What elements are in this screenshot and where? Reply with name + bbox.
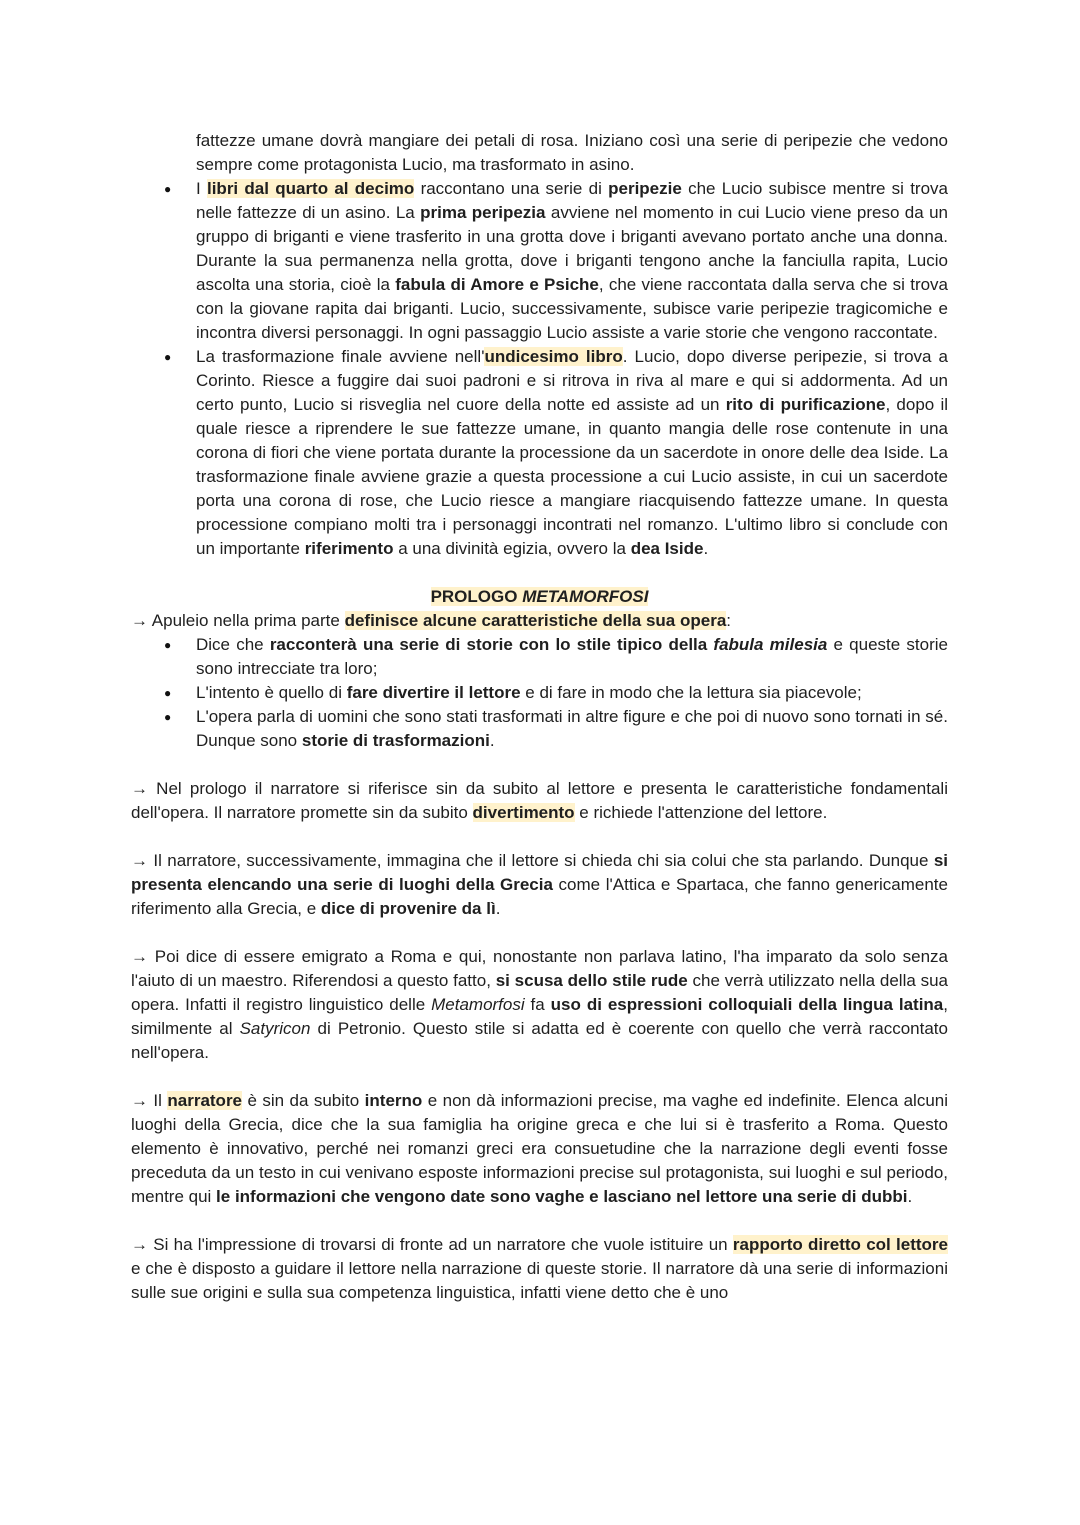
paragraph-narrator-presents: → Il narratore, successivamente, immagina che il lettore si chieda chi sia colui che sta parlando. Dunque si presenta elencando una serie di luoghi della Grecia come l'Attica e Spartaca, che fanno genericamente riferimento alla Grecia, e dice di provenire da lì. — [131, 851, 948, 918]
books-bullet-list — [131, 177, 948, 561]
prologue-bullet-list — [131, 633, 948, 753]
bullet-final-transformation: ● La trasformazione finale avviene nell'undicesimo libro. Lucio, dopo diverse peripezie, si trova a Corinto. Riesce a fuggire dai suoi padroni e si ritrova in riva al mare e qui si addormenta. Ad un certo punto, Lucio si risveglia nel cuore della notte ed assiste ad un rito di purificazione, dopo il quale riesce a riprendere le sue fattezze umane, in quanto mangia delle rose contenute in una corona di fiori che viene portata durante la processione da un sacerdote in onore delle dea Iside. La trasformazione finale avviene grazie a questa processione a cui Lucio assiste, in cui un sacerdote porta una corona di rose, che Lucio riesce a mangiare riacquisendo fattezze umane. In questa processione compiano molti tra i personaggi incontrati nel romanzo. L'ultimo libro si conclude con un importante riferimento a una divinità egizia, ovvero la dea Iside. — [131, 345, 948, 561]
highlight-rapporto-diretto: rapporto diretto col lettore — [732, 1235, 948, 1254]
prologue-bullet-1: ● Dice che racconterà una serie di storie con lo stile tipico della fabula milesia e queste storie sono intrecciate tra loro; — [131, 633, 948, 681]
paragraph-prologue-reader: → Nel prologo il narratore si riferisce sin da subito al lettore e presenta le caratteristiche fondamentali dell'opera. Il narratore promette sin da subito divertimento e richiede l'attenzione del lettore. — [131, 779, 948, 822]
prologue-bullet-2: ● L'intento è quello di fare divertire il lettore e di fare in modo che la lettura sia piacevole; — [131, 681, 948, 705]
highlight-divertimento: divertimento — [472, 803, 575, 822]
highlight-eleventh-book: undicesimo libro — [484, 347, 623, 366]
highlight-definisce: definisce alcune caratteristiche della sua opera — [344, 611, 727, 630]
intro-continued-paragraph: fattezze umane dovrà mangiare dei petali di rosa. Iniziano così una serie di peripezie che vedono sempre come protagonista Lucio, ma trasformato in asino. — [196, 131, 948, 174]
bullet-books-four-to-ten: ● I libri dal quarto al decimo raccontano una serie di peripezie che Lucio subisce mentre si trova nelle fattezze di un asino. La prima peripezia avviene nel momento in cui Lucio viene preso da un gruppo di briganti e viene trasferito in una grotta dove i briganti avevano portato anche una donna. Durante la sua permanenza nella grotta, dove i briganti tengono anche la fanciulla rapita, Lucio ascolta una storia, cioè la fabula di Amore e Psiche, che viene raccontata dalla serva che si trova con la giovane rapita dai briganti. Lucio, successivamente, subisce varie peripezie tragicomiche e incontra diversi personaggi. In ogni passaggio Lucio assiste a varie storie che vengono raccontate. — [131, 177, 948, 345]
paragraph-rome-style: → Poi dice di essere emigrato a Roma e qui, nonostante non parlava latino, l'ha imparato da solo senza l'aiuto di un maestro. Riferendosi a questo fatto, si scusa dello stile rude che verrà utilizzato nella della sua opera. Infatti il registro linguistico delle Metamorfosi fa uso di espressioni colloquiali della lingua latina, similmente al Satyricon di Petronio. Questo stile si adatta ed è coerente con quello che verrà raccontato nell'opera. — [131, 947, 948, 1062]
document-body — [131, 129, 948, 1305]
highlight-narratore: narratore — [167, 1091, 243, 1110]
prologue-bullet-3: ● L'opera parla di uomini che sono stati trasformati in altre figure e che poi di nuovo sono tornati in sé. Dunque sono storie di trasformazioni. — [131, 705, 948, 753]
paragraph-internal-narrator: → Il narratore è sin da subito interno e non dà informazioni precise, ma vaghe ed indefinite. Elenca alcuni luoghi della Grecia, dice che la sua famiglia ha origine greca e che lui si è trasferito a Roma. Questo elemento è innovativo, perché nei romanzi greci era consuetudine che la narrazione degli eventi fosse preceduta da un testo in cui venivano esposte informazioni precise sul protagonista, sui luoghi e sul periodo, mentre qui le informazioni che vengono date sono vaghe e lasciano nel lettore una serie di dubbi. — [131, 1091, 948, 1206]
section-title: PROLOGO METAMORFOSI — [430, 587, 649, 606]
paragraph-direct-relationship: → Si ha l'impressione di trovarsi di fronte ad un narratore che vuole istituire un rapporto diretto col lettore e che è disposto a guidare il lettore nella narrazione di queste storie. Il narratore dà una serie di informazioni sulle sue origini e sulla sua competenza linguistica, infatti viene detto che è uno — [131, 1235, 948, 1302]
highlight-books-range: libri dal quarto al decimo — [206, 179, 415, 198]
prologue-intro: → Apuleio nella prima parte definisce alcune caratteristiche della sua opera: — [131, 611, 732, 630]
